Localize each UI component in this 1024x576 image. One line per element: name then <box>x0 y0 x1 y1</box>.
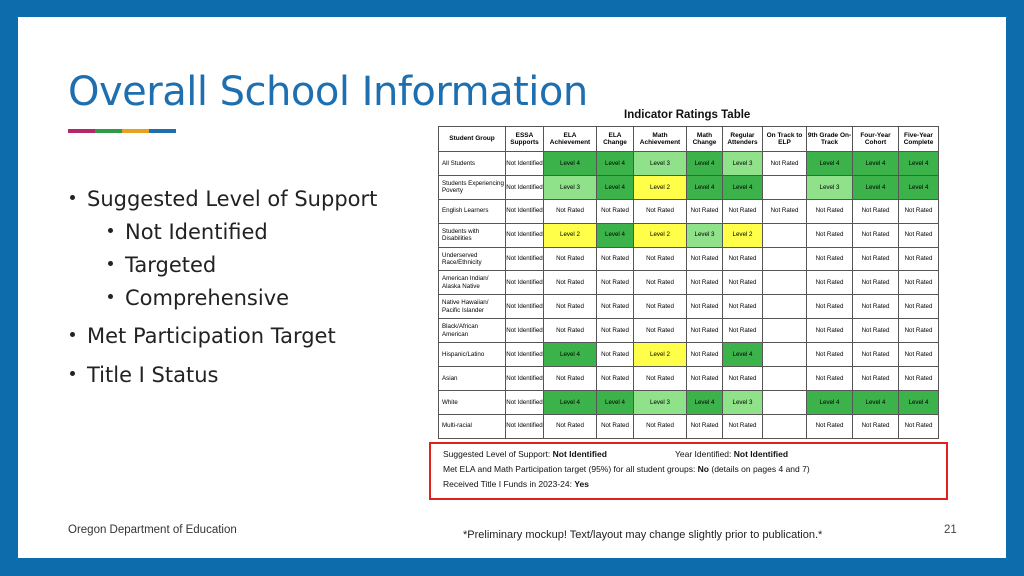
rating-cell: Level 3 <box>544 175 597 199</box>
table-row <box>439 152 939 176</box>
rating-cell: Not Rated <box>687 343 723 367</box>
rating-cell: Not Rated <box>544 247 597 271</box>
rating-cell: Level 4 <box>597 390 634 414</box>
participation-line <box>443 464 810 474</box>
rating-cell: Not Rated <box>634 414 687 438</box>
rating-cell: Not Rated <box>544 271 597 295</box>
student-group-cell: American Indian/ Alaska Native <box>439 271 506 295</box>
summary-box <box>429 442 948 500</box>
rating-cell: Level 4 <box>899 152 939 176</box>
rating-cell: Not Rated <box>597 414 634 438</box>
bullet-support <box>70 187 377 211</box>
rating-cell: Level 3 <box>723 152 763 176</box>
table-row <box>439 271 939 295</box>
rating-cell: Not Rated <box>687 319 723 343</box>
table-header-row <box>439 127 939 152</box>
title-funds-line <box>443 479 589 489</box>
title-underline <box>68 129 176 133</box>
column-header: ELA Change <box>597 127 634 152</box>
rating-cell: Not Rated <box>597 295 634 319</box>
rating-cell: Not Rated <box>899 319 939 343</box>
rating-cell: Not Identified <box>506 152 544 176</box>
rating-cell: Level 3 <box>687 223 723 247</box>
rating-cell: Level 2 <box>634 343 687 367</box>
rating-cell <box>763 295 807 319</box>
rating-cell: Level 3 <box>634 390 687 414</box>
bullet-text: Met Participation Target <box>87 324 336 348</box>
rating-cell: Not Identified <box>506 319 544 343</box>
table-row <box>439 319 939 343</box>
rating-cell: Not Rated <box>807 367 853 391</box>
rating-cell: Level 3 <box>807 175 853 199</box>
bullet-text: Not Identified <box>125 220 268 244</box>
rating-cell: Not Rated <box>687 295 723 319</box>
rating-cell: Not Rated <box>853 199 899 223</box>
rating-cell: Not Identified <box>506 223 544 247</box>
rating-cell: Not Rated <box>899 199 939 223</box>
rating-cell: Not Identified <box>506 295 544 319</box>
rating-cell: Not Rated <box>899 367 939 391</box>
student-group-cell: Students Experiencing Poverty <box>439 175 506 199</box>
rating-cell: Not Rated <box>807 414 853 438</box>
rating-cell <box>763 367 807 391</box>
student-group-cell: Underserved Race/Ethnicity <box>439 247 506 271</box>
rating-cell: Not Rated <box>687 271 723 295</box>
rating-cell: Level 2 <box>634 223 687 247</box>
rating-cell: Level 4 <box>687 390 723 414</box>
support-line <box>443 449 607 459</box>
support-label: Suggested Level of Support: <box>443 449 553 459</box>
bullet-dot <box>108 294 113 299</box>
rating-cell: Not Rated <box>634 247 687 271</box>
student-group-cell: Black/African American <box>439 319 506 343</box>
column-header: ESSA Supports <box>506 127 544 152</box>
table-title: Indicator Ratings Table <box>624 109 751 121</box>
rating-cell: Not Rated <box>763 152 807 176</box>
rating-cell: Not Rated <box>597 247 634 271</box>
rating-cell: Level 4 <box>807 152 853 176</box>
rating-cell: Not Identified <box>506 271 544 295</box>
rating-cell: Not Rated <box>723 271 763 295</box>
rating-cell: Not Rated <box>597 343 634 367</box>
rating-cell: Not Rated <box>899 414 939 438</box>
rating-cell: Not Rated <box>544 319 597 343</box>
student-group-cell: Hispanic/Latino <box>439 343 506 367</box>
rating-cell: Not Rated <box>853 247 899 271</box>
column-header: On Track to ELP <box>763 127 807 152</box>
rating-cell: Not Rated <box>807 223 853 247</box>
rating-cell: Level 3 <box>634 152 687 176</box>
year-line <box>675 449 788 459</box>
rating-cell: Level 4 <box>687 152 723 176</box>
rating-cell: Level 4 <box>899 390 939 414</box>
rating-cell <box>763 390 807 414</box>
column-header: Student Group <box>439 127 506 152</box>
rating-cell: Not Rated <box>807 271 853 295</box>
bullet-text: Comprehensive <box>125 286 290 310</box>
bullet-dot <box>70 371 75 376</box>
footer-note: *Preliminary mockup! Text/layout may change slightly prior to publication.* <box>463 529 823 541</box>
rating-cell: Not Rated <box>687 247 723 271</box>
bullet-dot <box>70 195 75 200</box>
student-group-cell: Asian <box>439 367 506 391</box>
rating-cell: Level 2 <box>723 223 763 247</box>
rating-cell: Level 4 <box>723 343 763 367</box>
rating-cell: Not Rated <box>634 319 687 343</box>
rating-cell <box>763 175 807 199</box>
rating-cell: Not Rated <box>687 367 723 391</box>
year-label: Year Identified: <box>675 449 734 459</box>
rating-cell: Not Rated <box>597 199 634 223</box>
support-value: Not Identified <box>552 449 607 459</box>
column-header: Regular Attenders <box>723 127 763 152</box>
sub-bullet <box>108 220 268 244</box>
table-row <box>439 199 939 223</box>
underline-segment <box>95 129 122 133</box>
sub-bullet <box>108 286 289 310</box>
rating-cell <box>763 271 807 295</box>
rating-cell: Level 4 <box>597 152 634 176</box>
rating-cell: Not Identified <box>506 367 544 391</box>
rating-cell: Not Rated <box>807 199 853 223</box>
rating-cell: Not Rated <box>899 295 939 319</box>
column-header: 9th Grade On-Track <box>807 127 853 152</box>
column-header: Math Change <box>687 127 723 152</box>
rating-cell: Not Identified <box>506 390 544 414</box>
rating-cell: Not Rated <box>723 319 763 343</box>
rating-cell <box>763 343 807 367</box>
rating-cell: Not Rated <box>544 367 597 391</box>
rating-cell: Level 4 <box>597 223 634 247</box>
rating-cell: Level 4 <box>687 175 723 199</box>
student-group-cell: All Students <box>439 152 506 176</box>
rating-cell: Not Rated <box>807 343 853 367</box>
table-row <box>439 390 939 414</box>
student-group-cell: English Learners <box>439 199 506 223</box>
rating-cell: Level 4 <box>853 390 899 414</box>
rating-cell: Not Identified <box>506 414 544 438</box>
rating-cell: Not Identified <box>506 343 544 367</box>
rating-cell: Not Rated <box>807 295 853 319</box>
rating-cell: Not Rated <box>807 319 853 343</box>
title-funds-value: Yes <box>574 479 590 489</box>
column-header: Five-Year Complete <box>899 127 939 152</box>
sub-bullet <box>108 253 216 277</box>
table-row <box>439 343 939 367</box>
rating-cell: Level 4 <box>807 390 853 414</box>
rating-cell: Not Rated <box>723 414 763 438</box>
rating-cell: Not Rated <box>763 199 807 223</box>
rating-cell: Not Rated <box>634 199 687 223</box>
rating-cell: Not Rated <box>899 343 939 367</box>
table-row <box>439 247 939 271</box>
rating-cell: Not Rated <box>853 319 899 343</box>
rating-cell <box>763 319 807 343</box>
rating-cell: Not Rated <box>853 367 899 391</box>
rating-cell: Not Identified <box>506 199 544 223</box>
rating-cell: Not Rated <box>853 295 899 319</box>
rating-cell: Not Rated <box>899 247 939 271</box>
rating-cell: Level 4 <box>853 175 899 199</box>
rating-cell: Not Rated <box>597 367 634 391</box>
column-header: Four-Year Cohort <box>853 127 899 152</box>
rating-cell: Level 3 <box>723 390 763 414</box>
rating-cell: Not Rated <box>597 319 634 343</box>
bullet-text: Title I Status <box>87 363 219 387</box>
rating-cell: Level 4 <box>544 390 597 414</box>
rating-cell: Not Rated <box>723 295 763 319</box>
rating-cell: Not Rated <box>687 414 723 438</box>
rating-cell <box>763 223 807 247</box>
underline-segment <box>149 129 176 133</box>
student-group-cell: Multi-racial <box>439 414 506 438</box>
bullet-dot <box>70 332 75 337</box>
year-value: Not Identified <box>733 449 789 459</box>
rating-cell: Not Rated <box>597 271 634 295</box>
student-group-cell: Students with Disabilities <box>439 223 506 247</box>
page-number: 21 <box>944 524 957 536</box>
footer-organization: Oregon Department of Education <box>68 524 237 536</box>
rating-cell: Not Rated <box>853 343 899 367</box>
bullet-title-one <box>70 363 218 387</box>
table-row <box>439 295 939 319</box>
rating-cell: Not Rated <box>544 199 597 223</box>
rating-cell: Not Rated <box>723 367 763 391</box>
table-row <box>439 367 939 391</box>
rating-cell: Level 4 <box>597 175 634 199</box>
slide-title: Overall School Information <box>68 69 588 115</box>
underline-segment <box>68 129 95 133</box>
participation-value: No <box>697 464 710 474</box>
rating-cell: Not Rated <box>853 223 899 247</box>
bullet-dot <box>108 261 113 266</box>
rating-cell: Not Rated <box>634 271 687 295</box>
rating-cell: Level 4 <box>853 152 899 176</box>
bullet-dot <box>108 228 113 233</box>
rating-cell: Level 2 <box>544 223 597 247</box>
rating-cell: Not Rated <box>853 271 899 295</box>
table-row <box>439 414 939 438</box>
rating-cell: Not Rated <box>807 247 853 271</box>
rating-cell: Not Rated <box>544 295 597 319</box>
rating-cell: Not Identified <box>506 247 544 271</box>
rating-cell: Not Rated <box>544 414 597 438</box>
table-row <box>439 175 939 199</box>
column-header: ELA Achievement <box>544 127 597 152</box>
participation-label: Met ELA and Math Participation target (95%) for all student groups: <box>443 464 698 474</box>
title-funds-label: Received Title I Funds in 2023-24: <box>443 479 575 489</box>
bullet-text: Suggested Level of Support <box>87 187 378 211</box>
rating-cell: Level 4 <box>544 152 597 176</box>
rating-cell: Level 4 <box>723 175 763 199</box>
participation-detail: (details on pages 4 and 7) <box>709 464 810 474</box>
slide <box>18 17 1006 558</box>
rating-cell: Not Identified <box>506 175 544 199</box>
bullet-participation <box>70 324 336 348</box>
rating-cell: Not Rated <box>634 367 687 391</box>
underline-segment <box>122 129 149 133</box>
rating-cell: Not Rated <box>723 247 763 271</box>
rating-cell: Not Rated <box>634 295 687 319</box>
rating-cell: Not Rated <box>853 414 899 438</box>
student-group-cell: White <box>439 390 506 414</box>
rating-cell: Level 4 <box>544 343 597 367</box>
bullet-text: Targeted <box>125 253 217 277</box>
rating-cell <box>763 247 807 271</box>
indicator-ratings-table <box>438 126 939 439</box>
rating-cell <box>763 414 807 438</box>
rating-cell: Not Rated <box>723 199 763 223</box>
rating-cell: Level 4 <box>899 175 939 199</box>
rating-cell: Not Rated <box>899 223 939 247</box>
rating-cell: Not Rated <box>899 271 939 295</box>
rating-cell: Level 2 <box>634 175 687 199</box>
column-header: Math Achievement <box>634 127 687 152</box>
student-group-cell: Native Hawaiian/ Pacific Islander <box>439 295 506 319</box>
rating-cell: Not Rated <box>687 199 723 223</box>
table-row <box>439 223 939 247</box>
